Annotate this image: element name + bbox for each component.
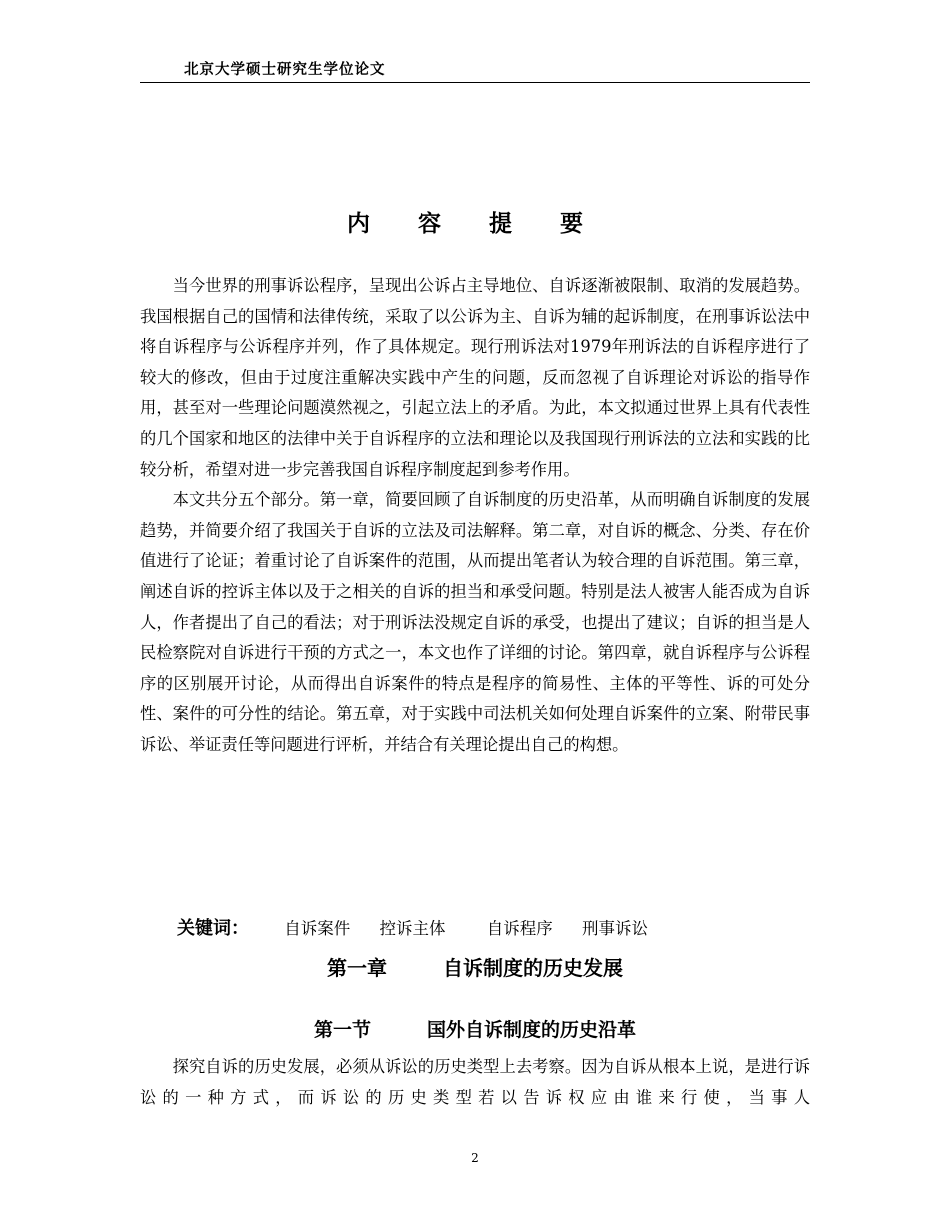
abstract-title: 内 容 提 要 (346, 211, 604, 237)
section-paragraph-1: 探究自诉的历史发展，必须从诉讼的历史类型上去考察。因为自诉从根本上说，是进行诉讼的一种方式，而诉讼的历史类型若以告诉权应由谁来行使，当事人 (140, 1057, 810, 1107)
keyword-2: 控诉主体 (379, 919, 446, 938)
section-body (140, 1052, 810, 1113)
keyword-1: 自诉案件 (284, 919, 351, 938)
chapter-heading (140, 952, 810, 981)
section-title: 国外自诉制度的历史沿革 (427, 1019, 637, 1041)
chapter-number: 第一章 (327, 956, 387, 980)
section-number: 第一节 (313, 1019, 371, 1041)
section-heading (140, 1015, 810, 1042)
abstract-body (140, 271, 810, 761)
keywords-label: 关键词： (177, 918, 249, 939)
abstract-paragraph-2: 本文共分五个部分。第一章，简要回顾了自诉制度的历史沿革，从而明确自诉制度的发展趋势，并简要介绍了我国关于自诉的立法及司法解释。第二章，对自诉的概念、分类、存在价值进行了论证；着重讨论了自诉案件的范围，从而提出笔者认为较合理的自诉范围。第三章，阐述自诉的控诉主体以及于之相关的自诉的担当和承受问题。特别是法人被害人能否成为自诉人，作者提出了自己的看法；对于刑诉法没规定自诉的承受，也提出了建议；自诉的担当是人民检察院对自诉进行干预的方式之一，本文也作了详细的讨论。第四章，就自诉程序与公诉程序的区别展开讨论，从而得出自诉案件的特点是程序的简易性、主体的平等性、诉的可处分性、案件的可分性的结论。第五章，对于实践中司法机关如何处理自诉案件的立案、附带民事诉讼、举证责任等问题进行评析，并结合有关理论提出自己的构想。 (140, 490, 810, 754)
page-number: 2 (471, 1151, 479, 1165)
abstract-paragraph-1: 当今世界的刑事诉讼程序，呈现出公诉占主导地位、自诉逐渐被限制、取消的发展趋势。我国根据自己的国情和法律传统，采取了以公诉为主、自诉为辅的起诉制度，在刑事诉讼法中将自诉程序与公诉程序并列，作了具体规定。现行刑诉法对1979年刑诉法的自诉程序进行了较大的修改，但由于过度注重解决实践中产生的问题，反而忽视了自诉理论对诉讼的指导作用，甚至对一些理论问题漠然视之，引起立法上的矛盾。为此，本文拟通过世界上具有代表性的几个国家和地区的法律中关于自诉程序的立法和理论以及我国现行刑诉法的立法和实践的比较分析，希望对进一步完善我国自诉程序制度起到参考作用。 (140, 276, 810, 479)
keyword-3: 自诉程序 (486, 919, 553, 938)
chapter-title: 自诉制度的历史发展 (443, 956, 623, 980)
running-header: 北京大学硕士研究生学位论文 (140, 58, 810, 83)
keyword-4: 刑事诉讼 (582, 919, 648, 938)
keywords-line (177, 914, 672, 940)
